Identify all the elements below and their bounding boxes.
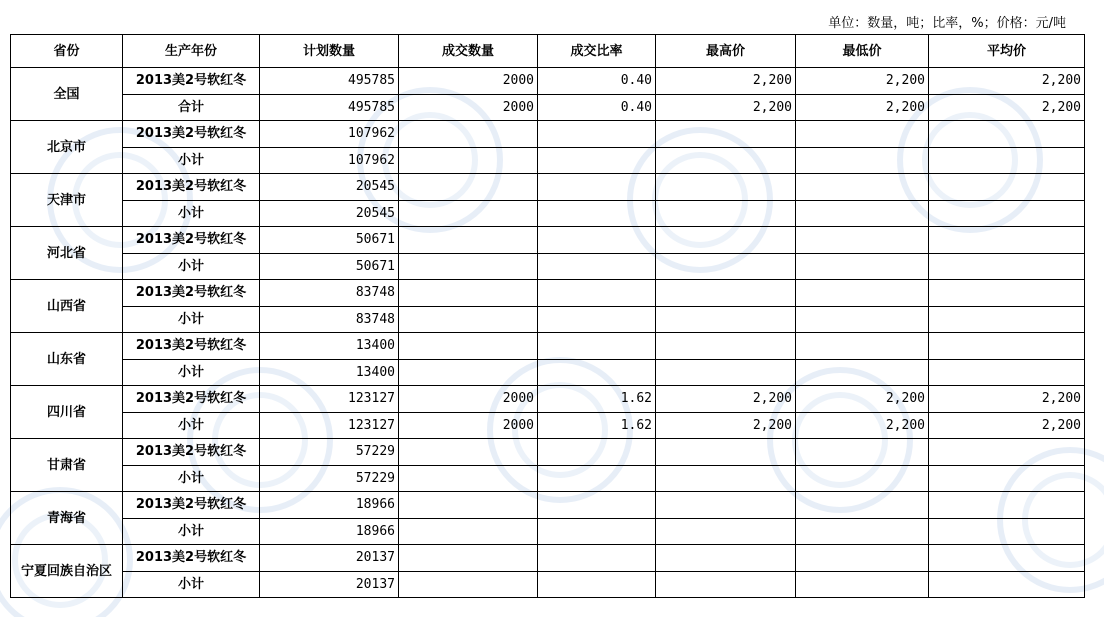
avg-price-cell (929, 174, 1085, 201)
deal-ratio-cell (538, 253, 656, 280)
table-row (11, 174, 1085, 201)
deal-quantity-cell (399, 333, 538, 360)
min-price-cell (796, 121, 929, 148)
avg-price-cell (929, 359, 1085, 386)
deal-quantity-cell: 2000 (399, 386, 538, 413)
unit-note: 单位：数量，吨；比率，%；价格：元/吨 (828, 16, 1066, 31)
deal-quantity-cell (399, 518, 538, 545)
province-cell: 山西省 (11, 280, 123, 333)
plan-quantity-cell: 20545 (260, 174, 399, 201)
avg-price-cell (929, 253, 1085, 280)
header-avg-price: 平均价 (929, 35, 1085, 68)
year-cell: 2013美2号软红冬 (123, 545, 260, 572)
min-price-cell (796, 333, 929, 360)
deal-ratio-cell (538, 147, 656, 174)
table-row (11, 280, 1085, 307)
avg-price-cell (929, 545, 1085, 572)
plan-quantity-cell: 83748 (260, 280, 399, 307)
plan-quantity-cell: 20545 (260, 200, 399, 227)
year-cell: 2013美2号软红冬 (123, 121, 260, 148)
table-row (11, 94, 1085, 121)
deal-quantity-cell (399, 571, 538, 598)
min-price-cell (796, 280, 929, 307)
province-cell: 宁夏回族自治区 (11, 545, 123, 598)
table-row (11, 253, 1085, 280)
min-price-cell (796, 465, 929, 492)
plan-quantity-cell: 57229 (260, 465, 399, 492)
deal-ratio-cell (538, 545, 656, 572)
header-min-price: 最低价 (796, 35, 929, 68)
province-cell: 山东省 (11, 333, 123, 386)
year-cell: 小计 (123, 412, 260, 439)
max-price-cell (656, 280, 796, 307)
year-cell: 小计 (123, 253, 260, 280)
year-cell: 小计 (123, 147, 260, 174)
max-price-cell (656, 174, 796, 201)
avg-price-cell: 2,200 (929, 412, 1085, 439)
table-row (11, 333, 1085, 360)
year-cell: 小计 (123, 465, 260, 492)
max-price-cell (656, 439, 796, 466)
deal-quantity-cell (399, 147, 538, 174)
plan-quantity-cell: 123127 (260, 412, 399, 439)
table-row (11, 545, 1085, 572)
min-price-cell: 2,200 (796, 386, 929, 413)
deal-ratio-cell (538, 465, 656, 492)
plan-quantity-cell: 123127 (260, 386, 399, 413)
province-cell: 甘肃省 (11, 439, 123, 492)
max-price-cell: 2,200 (656, 94, 796, 121)
year-cell: 小计 (123, 518, 260, 545)
max-price-cell (656, 306, 796, 333)
table-row (11, 121, 1085, 148)
year-cell: 2013美2号软红冬 (123, 174, 260, 201)
min-price-cell (796, 545, 929, 572)
avg-price-cell (929, 306, 1085, 333)
plan-quantity-cell: 13400 (260, 359, 399, 386)
deal-ratio-cell (538, 174, 656, 201)
max-price-cell: 2,200 (656, 68, 796, 95)
avg-price-cell (929, 492, 1085, 519)
deal-quantity-cell: 2000 (399, 68, 538, 95)
max-price-cell: 2,200 (656, 412, 796, 439)
table-row (11, 492, 1085, 519)
avg-price-cell (929, 200, 1085, 227)
plan-quantity-cell: 18966 (260, 518, 399, 545)
deal-ratio-cell (538, 359, 656, 386)
plan-quantity-cell: 13400 (260, 333, 399, 360)
max-price-cell (656, 227, 796, 254)
header-plan-quantity: 计划数量 (260, 35, 399, 68)
avg-price-cell (929, 147, 1085, 174)
min-price-cell: 2,200 (796, 94, 929, 121)
min-price-cell (796, 174, 929, 201)
year-cell: 2013美2号软红冬 (123, 492, 260, 519)
avg-price-cell (929, 465, 1085, 492)
avg-price-cell: 2,200 (929, 68, 1085, 95)
table-row (11, 227, 1085, 254)
plan-quantity-cell: 83748 (260, 306, 399, 333)
year-cell: 2013美2号软红冬 (123, 439, 260, 466)
province-cell: 河北省 (11, 227, 123, 280)
deal-ratio-cell (538, 492, 656, 519)
table-row (11, 359, 1085, 386)
year-cell: 2013美2号软红冬 (123, 386, 260, 413)
avg-price-cell: 2,200 (929, 94, 1085, 121)
header-province: 省份 (11, 35, 123, 68)
min-price-cell (796, 227, 929, 254)
max-price-cell (656, 492, 796, 519)
max-price-cell: 2,200 (656, 386, 796, 413)
plan-quantity-cell: 20137 (260, 571, 399, 598)
year-cell: 小计 (123, 571, 260, 598)
max-price-cell (656, 465, 796, 492)
max-price-cell (656, 359, 796, 386)
year-cell: 2013美2号软红冬 (123, 68, 260, 95)
header-deal-quantity: 成交数量 (399, 35, 538, 68)
deal-ratio-cell: 1.62 (538, 412, 656, 439)
plan-quantity-cell: 57229 (260, 439, 399, 466)
deal-quantity-cell (399, 359, 538, 386)
min-price-cell (796, 147, 929, 174)
year-cell: 小计 (123, 359, 260, 386)
max-price-cell (656, 333, 796, 360)
year-cell: 2013美2号软红冬 (123, 227, 260, 254)
deal-ratio-cell (538, 280, 656, 307)
table-row (11, 386, 1085, 413)
avg-price-cell (929, 439, 1085, 466)
header-deal-ratio: 成交比率 (538, 35, 656, 68)
deal-quantity-cell (399, 174, 538, 201)
deal-quantity-cell (399, 545, 538, 572)
deal-ratio-cell (538, 439, 656, 466)
max-price-cell (656, 253, 796, 280)
avg-price-cell (929, 571, 1085, 598)
avg-price-cell: 2,200 (929, 386, 1085, 413)
deal-ratio-cell: 0.40 (538, 68, 656, 95)
min-price-cell (796, 359, 929, 386)
deal-ratio-cell (538, 306, 656, 333)
min-price-cell: 2,200 (796, 68, 929, 95)
table-row (11, 68, 1085, 95)
plan-quantity-cell: 495785 (260, 68, 399, 95)
province-cell: 全国 (11, 68, 123, 121)
avg-price-cell (929, 280, 1085, 307)
min-price-cell (796, 306, 929, 333)
year-cell: 小计 (123, 200, 260, 227)
min-price-cell (796, 253, 929, 280)
header-year: 生产年份 (123, 35, 260, 68)
min-price-cell: 2,200 (796, 412, 929, 439)
header-max-price: 最高价 (656, 35, 796, 68)
deal-quantity-cell (399, 306, 538, 333)
table-row (11, 439, 1085, 466)
deal-ratio-cell (538, 333, 656, 360)
table-row (11, 147, 1085, 174)
trade-results-table (10, 34, 1085, 598)
province-cell: 北京市 (11, 121, 123, 174)
table-row (11, 306, 1085, 333)
plan-quantity-cell: 495785 (260, 94, 399, 121)
deal-ratio-cell (538, 200, 656, 227)
table-header-row (11, 35, 1085, 68)
avg-price-cell (929, 333, 1085, 360)
plan-quantity-cell: 50671 (260, 227, 399, 254)
deal-ratio-cell (538, 571, 656, 598)
year-cell: 小计 (123, 306, 260, 333)
year-cell: 2013美2号软红冬 (123, 280, 260, 307)
min-price-cell (796, 492, 929, 519)
deal-quantity-cell (399, 200, 538, 227)
min-price-cell (796, 571, 929, 598)
table-row (11, 571, 1085, 598)
max-price-cell (656, 518, 796, 545)
deal-quantity-cell (399, 280, 538, 307)
table-row (11, 465, 1085, 492)
max-price-cell (656, 121, 796, 148)
province-cell: 天津市 (11, 174, 123, 227)
avg-price-cell (929, 518, 1085, 545)
deal-quantity-cell: 2000 (399, 412, 538, 439)
avg-price-cell (929, 121, 1085, 148)
min-price-cell (796, 200, 929, 227)
avg-price-cell (929, 227, 1085, 254)
min-price-cell (796, 439, 929, 466)
deal-quantity-cell (399, 465, 538, 492)
year-cell: 2013美2号软红冬 (123, 333, 260, 360)
year-cell: 合计 (123, 94, 260, 121)
province-cell: 青海省 (11, 492, 123, 545)
deal-quantity-cell (399, 227, 538, 254)
table-row (11, 518, 1085, 545)
max-price-cell (656, 545, 796, 572)
deal-ratio-cell: 1.62 (538, 386, 656, 413)
max-price-cell (656, 571, 796, 598)
max-price-cell (656, 200, 796, 227)
deal-quantity-cell (399, 121, 538, 148)
plan-quantity-cell: 107962 (260, 121, 399, 148)
deal-quantity-cell (399, 253, 538, 280)
plan-quantity-cell: 107962 (260, 147, 399, 174)
deal-quantity-cell (399, 439, 538, 466)
table-row (11, 412, 1085, 439)
min-price-cell (796, 518, 929, 545)
deal-quantity-cell: 2000 (399, 94, 538, 121)
table-row (11, 200, 1085, 227)
deal-ratio-cell (538, 227, 656, 254)
province-cell: 四川省 (11, 386, 123, 439)
max-price-cell (656, 147, 796, 174)
plan-quantity-cell: 18966 (260, 492, 399, 519)
plan-quantity-cell: 20137 (260, 545, 399, 572)
deal-ratio-cell: 0.40 (538, 94, 656, 121)
plan-quantity-cell: 50671 (260, 253, 399, 280)
deal-ratio-cell (538, 518, 656, 545)
deal-ratio-cell (538, 121, 656, 148)
deal-quantity-cell (399, 492, 538, 519)
